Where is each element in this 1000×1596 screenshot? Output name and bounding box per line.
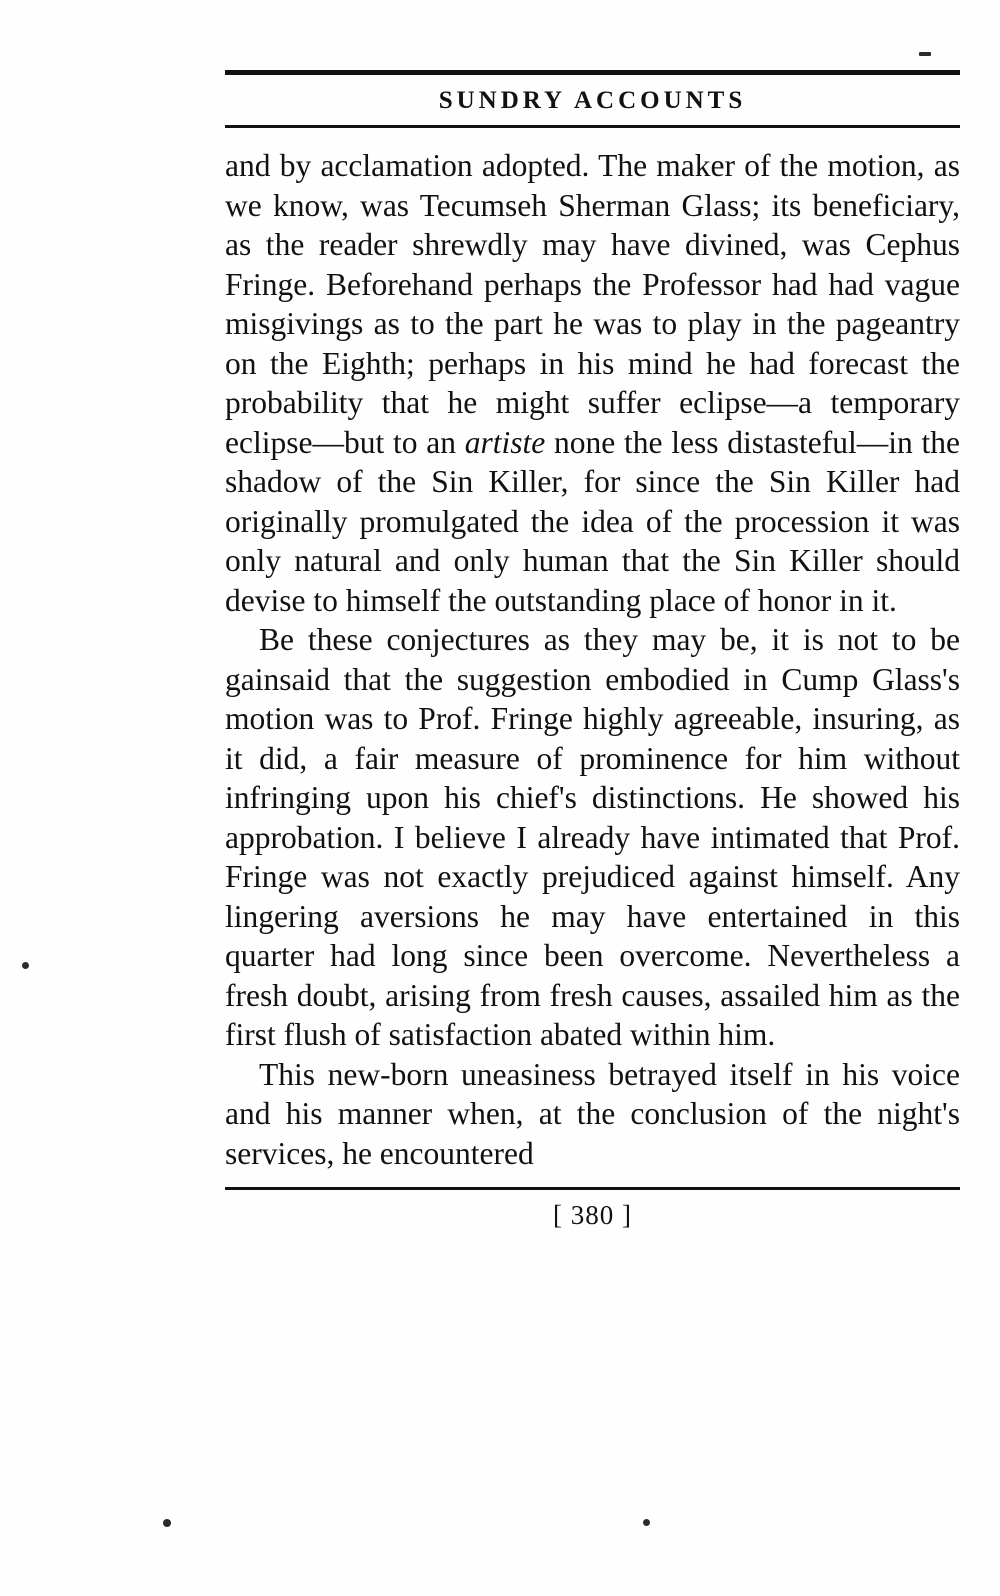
page-speck-icon (22, 962, 29, 969)
paragraph (225, 146, 960, 620)
running-head: SUNDRY ACCOUNTS (438, 87, 747, 114)
emphasis-text: artiste (464, 424, 546, 460)
page-speck-icon (163, 1519, 171, 1527)
page-content (225, 70, 960, 1231)
text-run: Be these conjectures as they may be, it is not to be gainsaid that the suggestion embodied in Cump Glass's motion was to Prof. Fringe highly agreeable, insuring, as it did, a fair measure of prominence for him without infringing upon his chief's distinctions. He showed his approbation. I believe I already have intimated that Prof. Fringe was not exactly prejudiced against himself. Any lingering aversions he may have entertained in this quarter had long since been overcome. Nevertheless a fresh doubt, arising from fresh causes, assailed him as the first flush of satisfaction abated within him. (225, 622, 960, 1052)
body-text (225, 146, 960, 1173)
text-run: none the less distasteful—in the shadow of the Sin Killer, for since the Sin Killer had originally promulgated the idea of the procession it was only natural and only human that the Sin Killer should devise to himself the outstanding place of honor in it. (225, 424, 960, 618)
text-run: This new-born uneasiness betrayed itself in his voice and his manner when, at the conclusion of the night's services, he encountered (225, 1056, 960, 1171)
page-speck-icon (643, 1519, 650, 1526)
header-rule-bottom (225, 125, 960, 128)
text-run: and by acclamation adopted. The maker of the motion, as we know, was Tecumseh Sherman Glass; its beneficiary, as the reader shrewdly may have divined, was Cephus Fringe. Beforehand perhaps the Professor had had vague misgivings as to the part he was to play in the pageantry on the Eighth; perhaps in his mind he had forecast the probability that he might suffer eclipse—a temporary eclipse—but to an (225, 148, 960, 460)
page-number: [ 380 ] (553, 1200, 632, 1230)
paragraph (225, 1055, 960, 1174)
paragraph (225, 620, 960, 1055)
page-mark-icon (919, 52, 931, 56)
